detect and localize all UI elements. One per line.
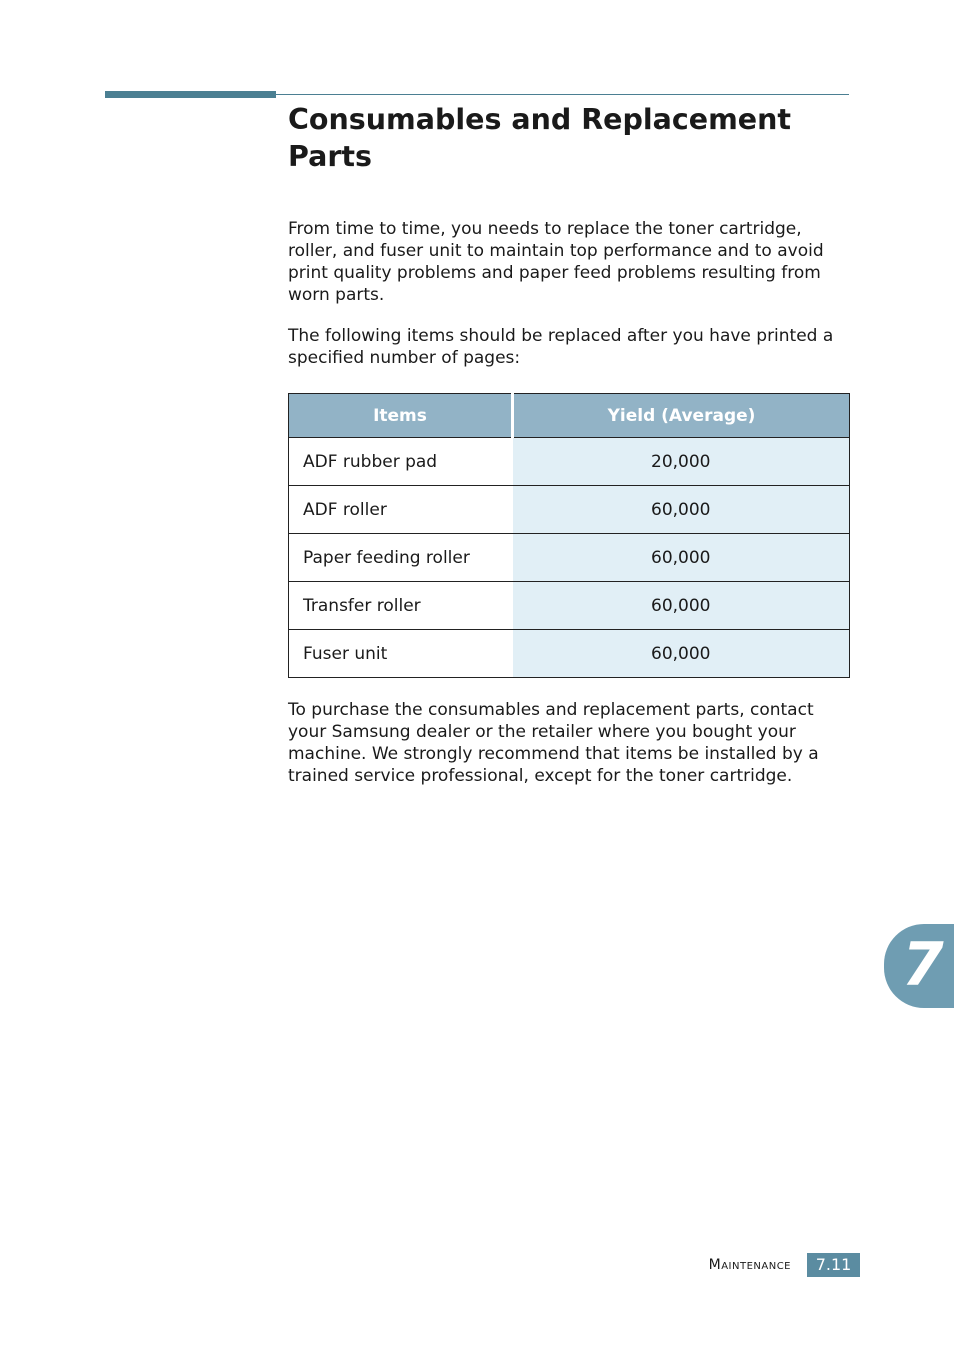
yield-cell: 20,000	[513, 438, 850, 486]
page-title: Consumables and Replacement Parts	[288, 103, 792, 173]
table-header-row	[289, 394, 850, 438]
footer-page-number: 7.11	[807, 1253, 860, 1277]
header-rule-thick	[105, 91, 276, 98]
yield-cell: 60,000	[513, 582, 850, 630]
yield-table	[288, 393, 850, 678]
header-items: Items	[289, 394, 513, 438]
item-cell: Fuser unit	[289, 630, 513, 678]
table-row	[289, 630, 850, 678]
chapter-number: 7	[902, 930, 944, 1000]
table-row	[289, 582, 850, 630]
purchase-paragraph: To purchase the consumables and replacement parts, contact your Samsung dealer or the retailer where you bought your machine. We strongly recommend that items be installed by a trained service professional, except for the toner cartridge.	[288, 700, 819, 786]
items-intro-paragraph: The following items should be replaced after you have printed a specified number of pages:	[288, 326, 834, 368]
item-cell: ADF roller	[289, 486, 513, 534]
yield-cell: 60,000	[513, 534, 850, 582]
item-cell: Paper feeding roller	[289, 534, 513, 582]
table-row	[289, 486, 850, 534]
footer-section-label: Maintenance	[708, 1257, 791, 1273]
table-row	[289, 534, 850, 582]
chapter-tab	[884, 924, 954, 1008]
yield-cell: 60,000	[513, 630, 850, 678]
item-cell: Transfer roller	[289, 582, 513, 630]
table-row	[289, 438, 850, 486]
item-cell: ADF rubber pad	[289, 438, 513, 486]
header-yield: Yield (Average)	[513, 394, 850, 438]
yield-cell: 60,000	[513, 486, 850, 534]
intro-paragraph: From time to time, you needs to replace the toner cartridge, roller, and fuser unit to maintain top performance and to avoid print quality problems and paper feed problems resulting from worn parts.	[288, 219, 824, 305]
header-rule-thin	[276, 94, 849, 95]
